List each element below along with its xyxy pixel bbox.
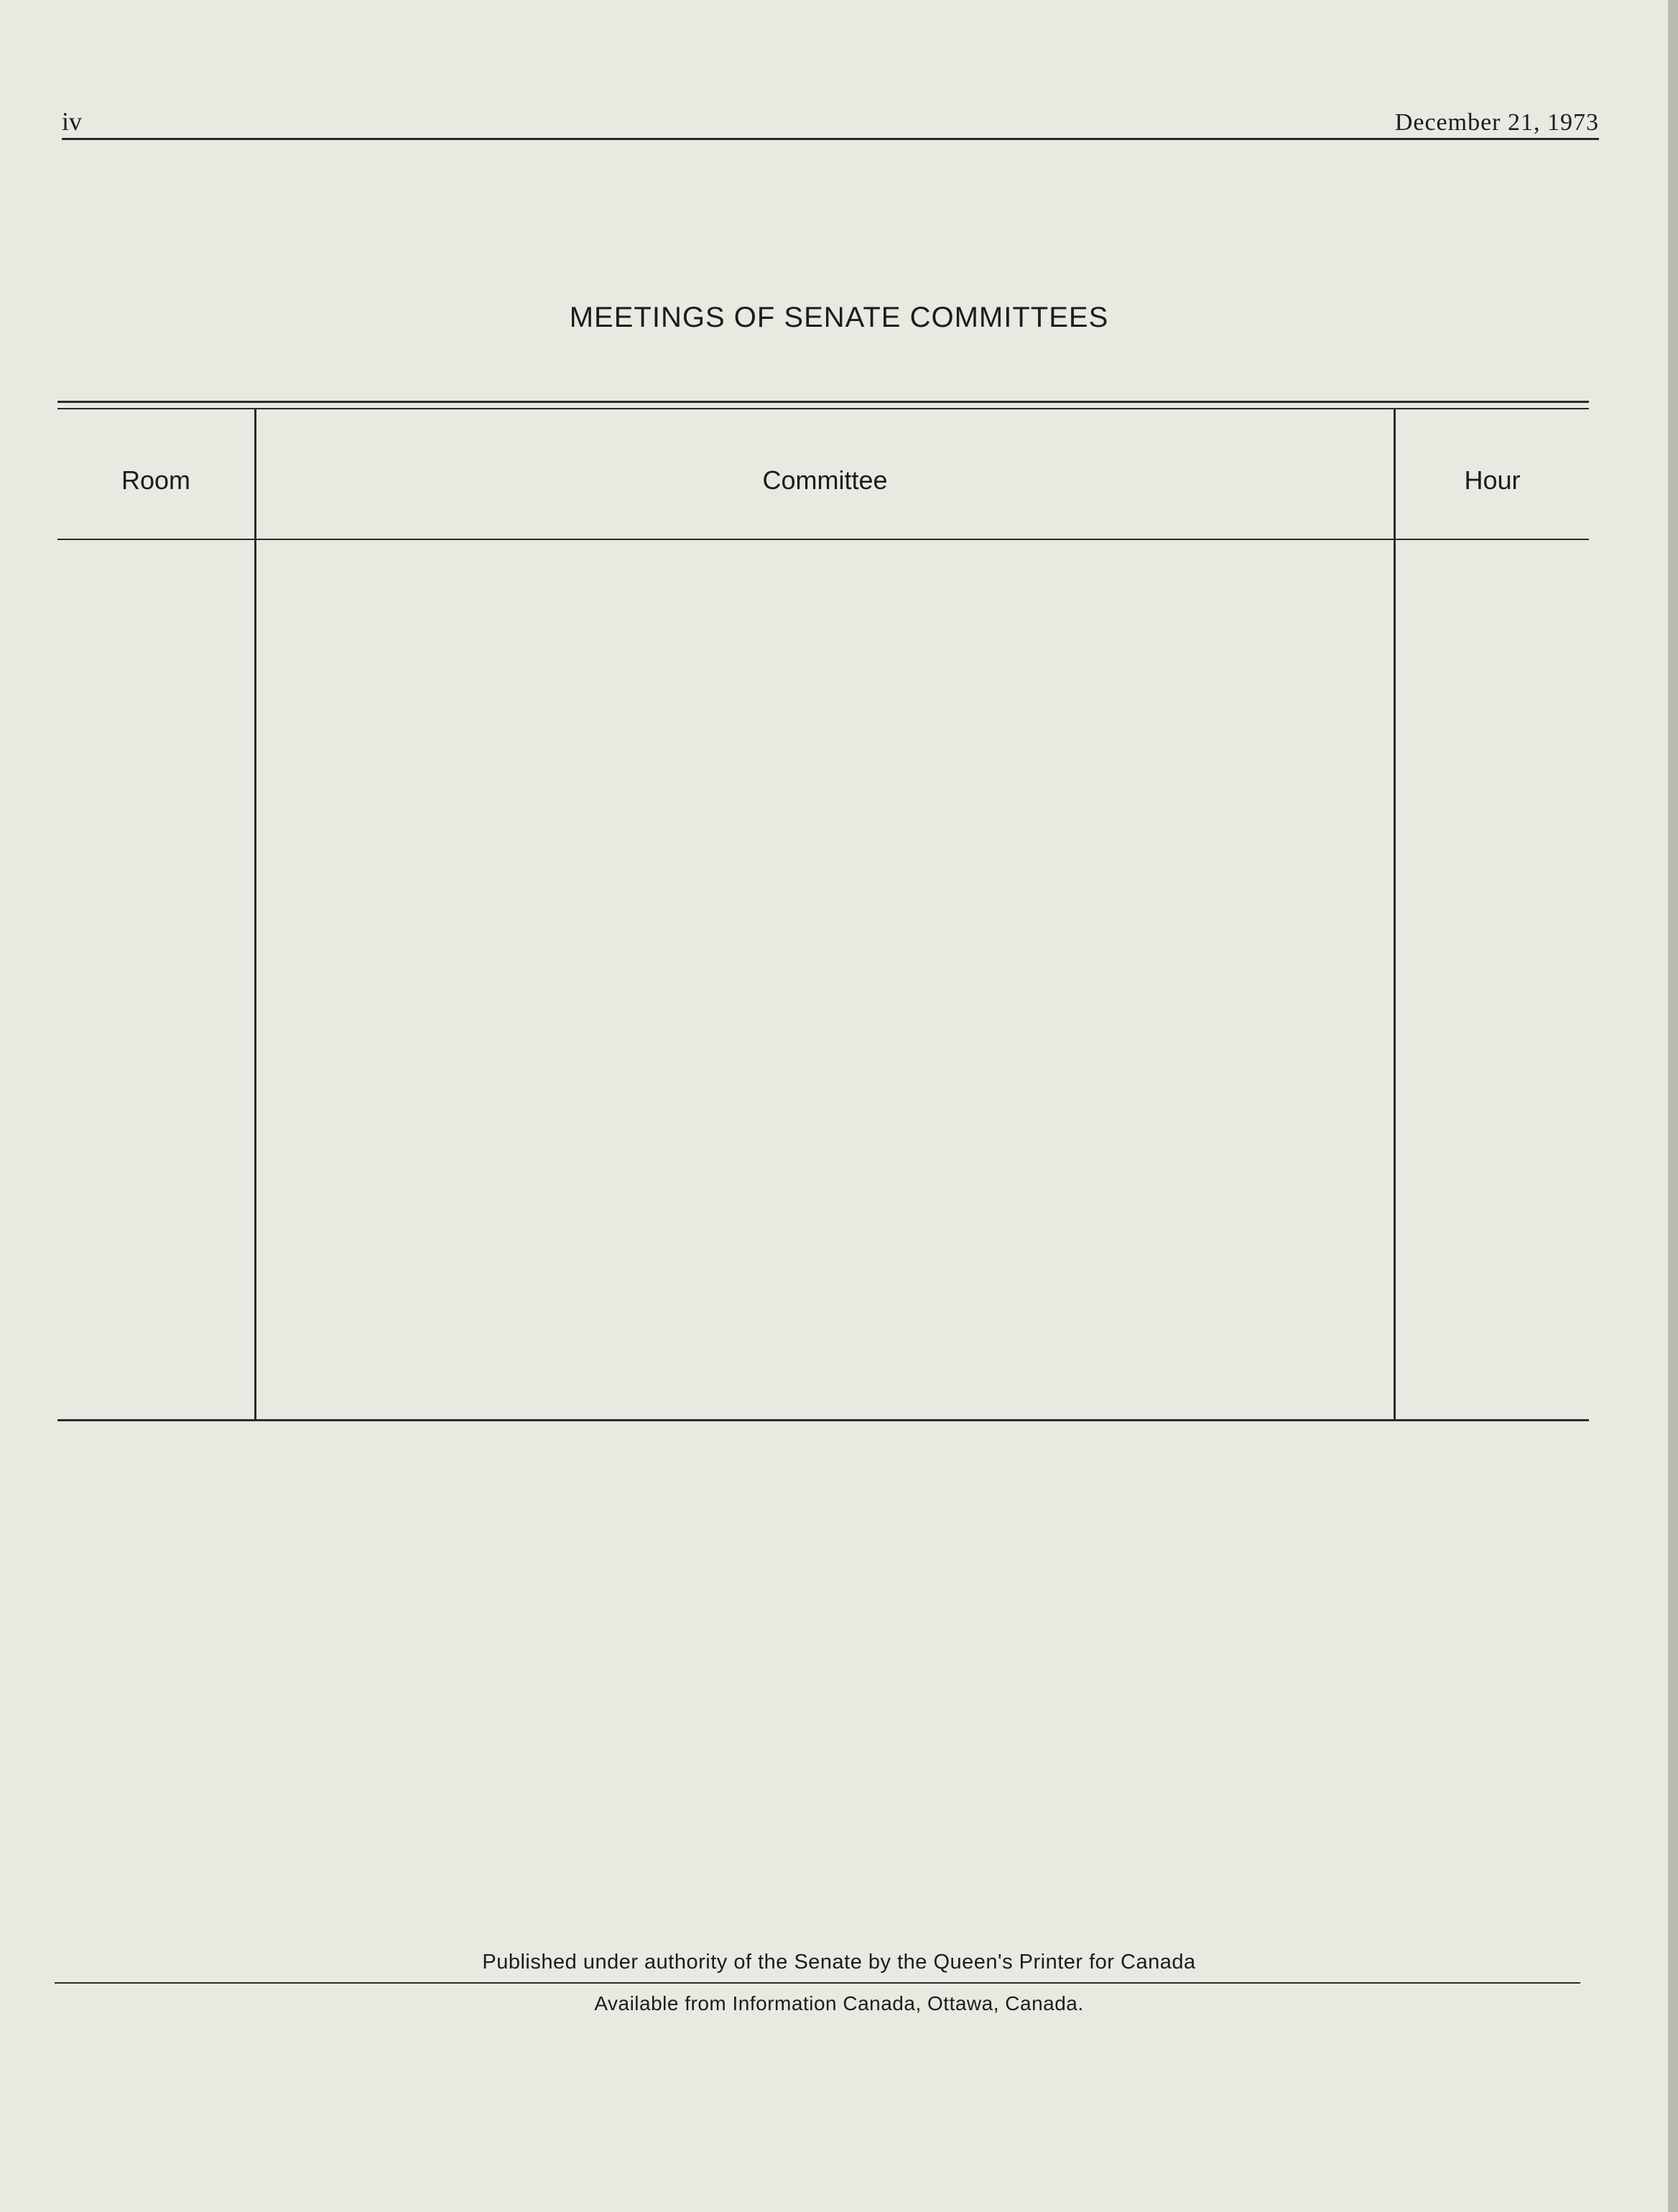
table-bottom-rule (57, 1419, 1589, 1421)
footer-availability-notice: Available from Information Canada, Ottawa, Canada. (594, 1992, 1084, 2014)
footer-published-notice: Published under authority of the Senate by the Queen's Printer for Canada (482, 1951, 1196, 1974)
meetings-table (57, 401, 1589, 1426)
section-title: MEETINGS OF SENATE COMMITTEES (569, 302, 1109, 333)
table-header-rule (57, 539, 1589, 540)
running-header (62, 101, 1599, 140)
column-header-hour: Hour (1464, 465, 1521, 495)
table-top-double-rule (57, 408, 1589, 409)
footer-rule (55, 1982, 1580, 1984)
column-divider-hour (1394, 408, 1396, 1419)
column-header-committee: Committee (762, 465, 888, 495)
page-number: iv (62, 107, 83, 136)
column-divider-room (254, 408, 256, 1419)
page-date: December 21, 1973 (1394, 109, 1599, 136)
column-header-room: Room (121, 465, 191, 495)
table-top-rule (57, 401, 1589, 403)
